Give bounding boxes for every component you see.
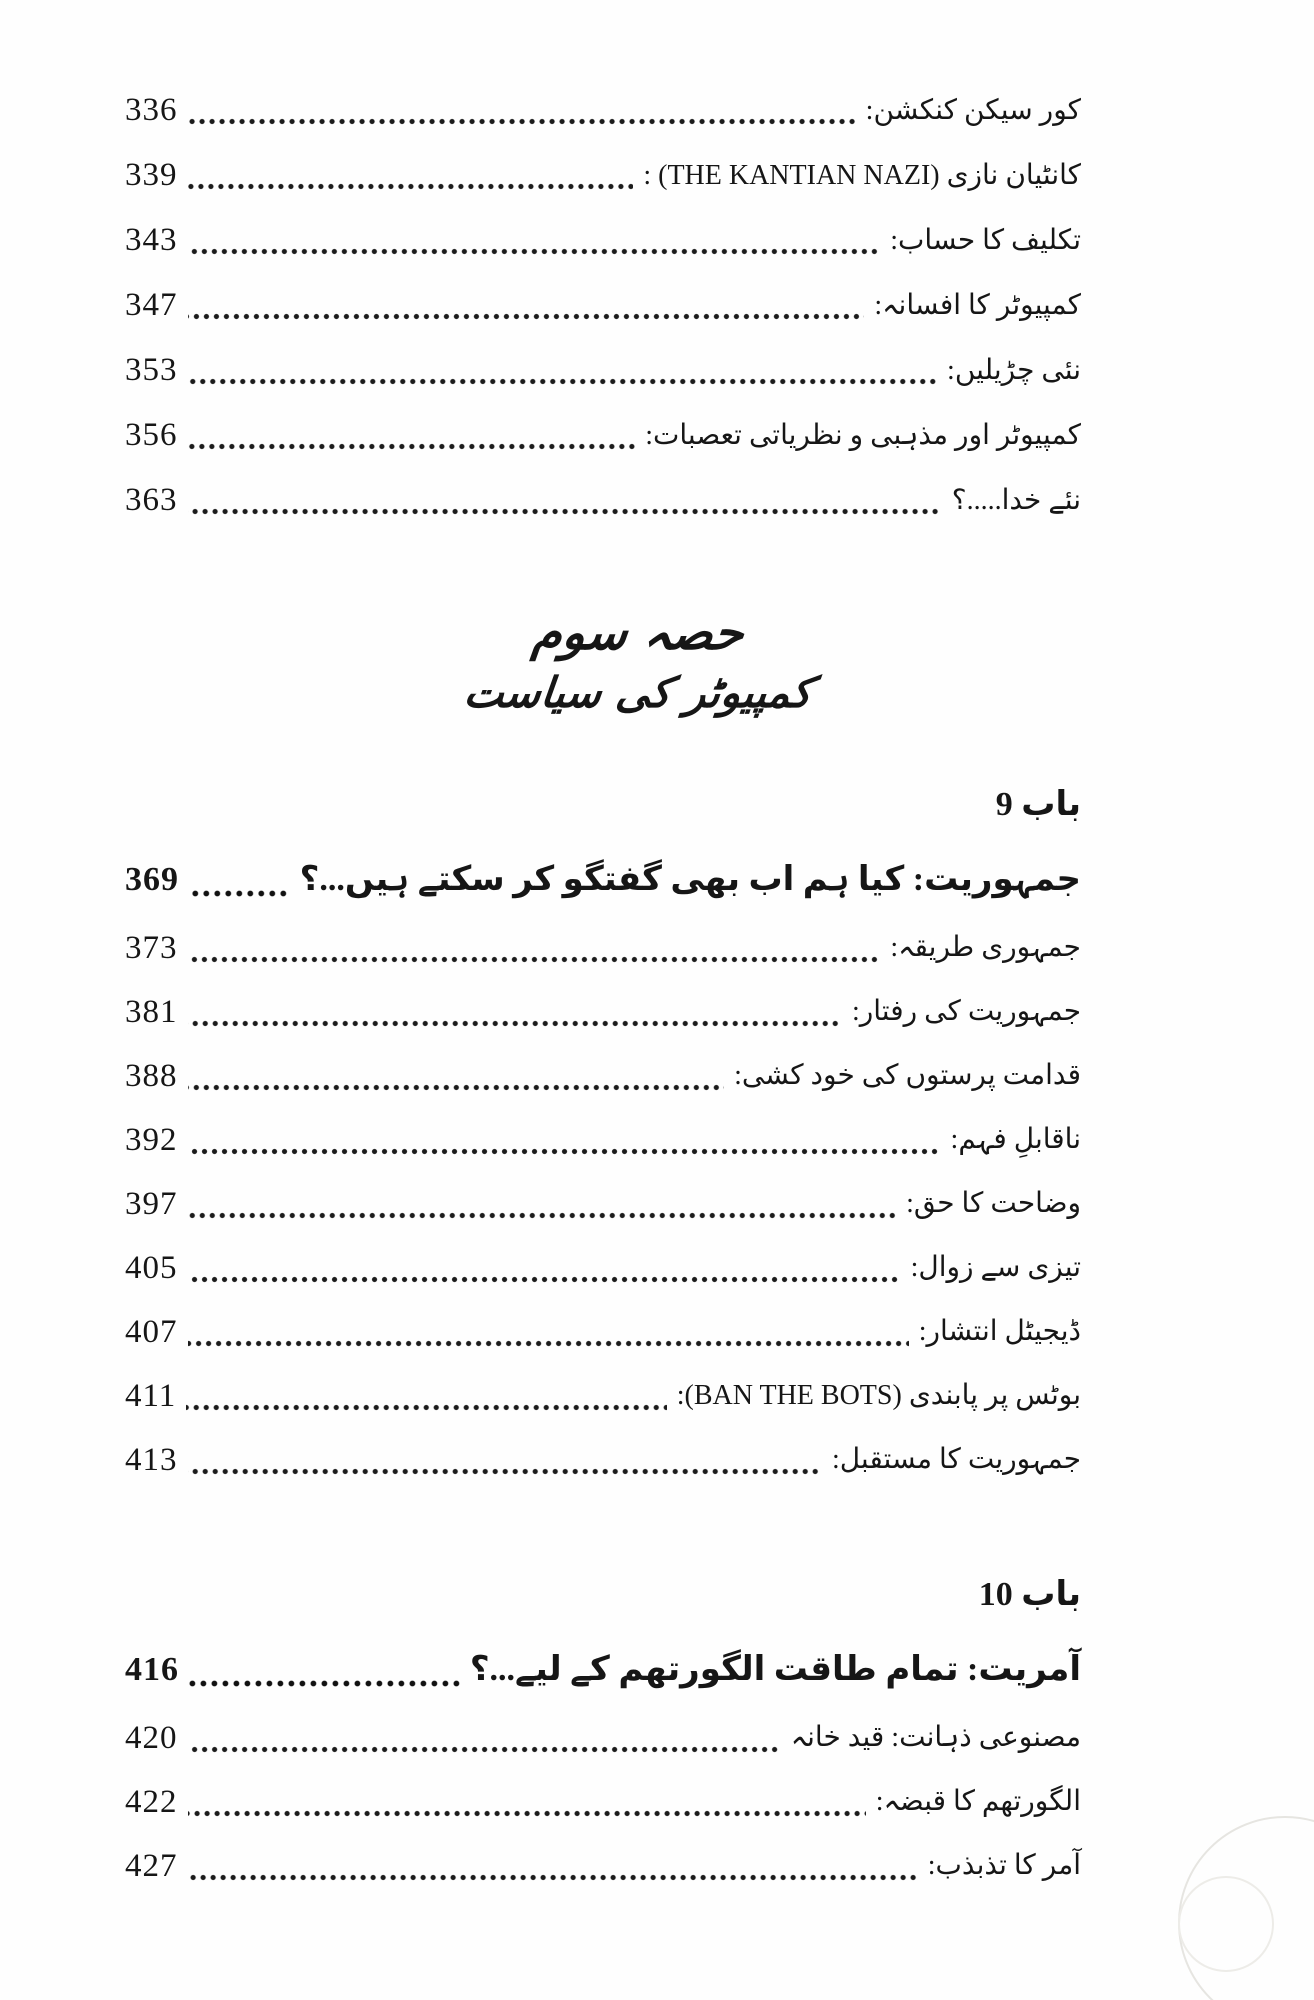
toc-entry-title: الگورتھم کا قبضہ:	[875, 1786, 1081, 1817]
toc-entry-page: 411	[125, 1377, 177, 1414]
toc-entry-page: 413	[125, 1441, 178, 1478]
toc-sections-top	[125, 78, 1081, 533]
chapter-9-label: باب 9	[995, 786, 1081, 823]
toc-entry-title: جمہوریت کی رفتار:	[851, 996, 1081, 1027]
toc-row	[125, 1236, 1081, 1300]
chapter-9-page: 369	[125, 861, 179, 898]
toc-entry-title: تکلیف کا حساب:	[890, 224, 1081, 256]
dot-leader	[188, 1467, 822, 1476]
dot-leader	[188, 1745, 781, 1754]
dot-leader	[188, 1147, 941, 1156]
toc-content	[125, 0, 1081, 1898]
dot-leader	[186, 1403, 666, 1412]
toc-entry-title: کمپیوٹر اور مذہبی و نظریاتی تعصبات:	[645, 419, 1081, 451]
toc-entry-page: 427	[125, 1847, 178, 1884]
toc-entry-page: 420	[125, 1719, 178, 1756]
toc-entry-page: 407	[125, 1313, 178, 1350]
page-curl-artifact	[1178, 1876, 1274, 1972]
toc-row	[125, 1428, 1081, 1492]
dot-leader	[188, 1809, 866, 1818]
part-title: حصہ سوم	[529, 605, 747, 661]
toc-entry-title: نئی چڑیلیں:	[947, 354, 1081, 386]
toc-entry-title: ناقابلِ فہم:	[950, 1124, 1081, 1155]
toc-entry-page: 405	[125, 1249, 178, 1286]
dot-leader	[188, 312, 865, 321]
toc-row	[125, 1108, 1081, 1172]
toc-entry-title: ڈیجیٹل انتشار:	[918, 1316, 1081, 1347]
toc-row	[125, 78, 1081, 143]
toc-entry-page: 422	[125, 1783, 178, 1820]
toc-row	[125, 208, 1081, 273]
toc-entry-page: 343	[125, 222, 178, 258]
dot-leader	[188, 1083, 725, 1092]
part-subtitle: کمپیوٹر کی سیاست	[461, 668, 815, 717]
dot-leader	[188, 117, 856, 126]
toc-row	[125, 273, 1081, 338]
toc-entry-title: کور سیکن کنکشن:	[865, 94, 1081, 126]
toc-entry-page: 356	[125, 417, 178, 453]
chapter-10-title: آمریت: تمام طاقت الگورتھم کے لیے...؟	[469, 1651, 1081, 1688]
toc-row	[125, 1044, 1081, 1108]
chapter-9-title: جمہوریت: کیا ہم اب بھی گفتگو کر سکتے ہیں...؟	[299, 861, 1081, 898]
toc-entry-title: جمہوریت کا مستقبل:	[831, 1444, 1081, 1475]
dot-leader	[188, 1019, 842, 1028]
toc-entry-title: جمہوری طریقہ:	[890, 932, 1081, 963]
dot-leader	[188, 1275, 901, 1284]
toc-row	[125, 1364, 1081, 1428]
dot-leader	[188, 1339, 909, 1348]
toc-row	[125, 403, 1081, 468]
dot-leader	[189, 889, 290, 898]
toc-entry-page: 347	[125, 287, 178, 323]
toc-entry-title: قدامت پرستوں کی خود کشی:	[734, 1060, 1081, 1091]
toc-entry-page: 397	[125, 1185, 178, 1222]
dot-leader	[188, 182, 634, 191]
dot-leader	[188, 442, 636, 451]
toc-entry-page: 339	[125, 157, 178, 193]
toc-row	[125, 916, 1081, 980]
toc-entry-page: 373	[125, 929, 178, 966]
chapter-9-title-row	[125, 844, 1081, 916]
dot-leader	[189, 1679, 460, 1688]
toc-entry-title: کمپیوٹر کا افسانہ:	[874, 289, 1081, 321]
toc-entry-title: وضاحت کا حق:	[906, 1188, 1081, 1219]
toc-row	[125, 1706, 1081, 1770]
dot-leader	[188, 1211, 897, 1220]
chapter-10-title-row	[125, 1634, 1081, 1706]
toc-entry-title: نئے خدا.....؟	[951, 484, 1081, 516]
toc-entry-page: 336	[125, 92, 178, 128]
chapter-9-sections	[125, 916, 1081, 1492]
toc-entry-page: 392	[125, 1121, 178, 1158]
chapter-10-page: 416	[125, 1651, 179, 1688]
toc-entry-title: بوٹس پر پابندی (BAN THE BOTS):	[676, 1380, 1081, 1411]
toc-entry-title: آمر کا تذبذب:	[927, 1850, 1081, 1881]
dot-leader	[188, 247, 881, 256]
toc-row	[125, 468, 1081, 533]
toc-entry-page: 353	[125, 352, 178, 388]
toc-row	[125, 1834, 1081, 1898]
dot-leader	[188, 955, 881, 964]
toc-row	[125, 1300, 1081, 1364]
toc-entry-page: 381	[125, 993, 178, 1030]
dot-leader	[188, 507, 942, 516]
toc-entry-title: مصنوعی ذہانت: قید خانہ	[790, 1722, 1081, 1753]
toc-entry-page: 363	[125, 482, 178, 518]
toc-row	[125, 338, 1081, 403]
chapter-10-sections	[125, 1706, 1081, 1898]
chapter-10-label: باب 10	[978, 1576, 1081, 1613]
toc-entry-title: تیزی سے زوال:	[910, 1252, 1081, 1283]
toc-row	[125, 1770, 1081, 1834]
dot-leader	[188, 1873, 918, 1882]
toc-entry-title: کانٹیان نازی (THE KANTIAN NAZI) :	[643, 159, 1081, 191]
toc-row	[125, 980, 1081, 1044]
toc-row	[125, 143, 1081, 208]
toc-entry-page: 388	[125, 1057, 178, 1094]
toc-row	[125, 1172, 1081, 1236]
dot-leader	[188, 377, 938, 386]
part-header	[160, 605, 1116, 725]
